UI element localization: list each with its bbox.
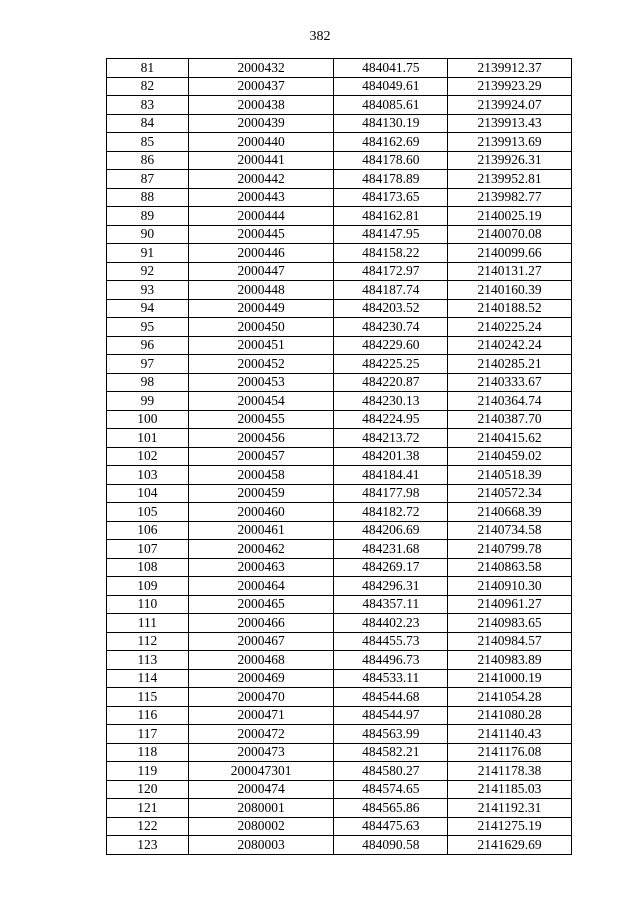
point-id-cell: 2000462: [188, 540, 334, 559]
y-coordinate-cell: 2140285.21: [448, 355, 572, 374]
table-row: [107, 466, 572, 485]
table-row: [107, 817, 572, 836]
x-coordinate-cell: 484187.74: [334, 281, 448, 300]
point-id-cell: 2000441: [188, 151, 334, 170]
point-number-cell: 119: [107, 762, 189, 781]
y-coordinate-cell: 2140459.02: [448, 447, 572, 466]
point-number-cell: 94: [107, 299, 189, 318]
point-number-cell: 97: [107, 355, 189, 374]
point-id-cell: 2000474: [188, 780, 334, 799]
x-coordinate-cell: 484162.81: [334, 207, 448, 226]
point-number-cell: 106: [107, 521, 189, 540]
x-coordinate-cell: 484455.73: [334, 632, 448, 651]
point-id-cell: 2000444: [188, 207, 334, 226]
point-number-cell: 91: [107, 244, 189, 263]
point-number-cell: 117: [107, 725, 189, 744]
point-id-cell: 2000456: [188, 429, 334, 448]
table-row: [107, 540, 572, 559]
point-number-cell: 92: [107, 262, 189, 281]
point-number-cell: 111: [107, 614, 189, 633]
page-number: 382: [309, 29, 331, 44]
point-id-cell: 2000458: [188, 466, 334, 485]
x-coordinate-cell: 484580.27: [334, 762, 448, 781]
point-id-cell: 2080001: [188, 799, 334, 818]
x-coordinate-cell: 484544.97: [334, 706, 448, 725]
y-coordinate-cell: 2139926.31: [448, 151, 572, 170]
point-id-cell: 2000440: [188, 133, 334, 152]
x-coordinate-cell: 484544.68: [334, 688, 448, 707]
point-number-cell: 107: [107, 540, 189, 559]
point-number-cell: 102: [107, 447, 189, 466]
point-id-cell: 2000448: [188, 281, 334, 300]
y-coordinate-cell: 2140242.24: [448, 336, 572, 355]
point-id-cell: 2000453: [188, 373, 334, 392]
x-coordinate-cell: 484178.60: [334, 151, 448, 170]
point-number-cell: 84: [107, 114, 189, 133]
table-row: [107, 558, 572, 577]
point-id-cell: 2000467: [188, 632, 334, 651]
table-row: [107, 614, 572, 633]
y-coordinate-cell: 2140668.39: [448, 503, 572, 522]
table-row: [107, 225, 572, 244]
point-number-cell: 116: [107, 706, 189, 725]
table-row: [107, 114, 572, 133]
point-id-cell: 2000465: [188, 595, 334, 614]
y-coordinate-cell: 2139913.43: [448, 114, 572, 133]
point-id-cell: 2000461: [188, 521, 334, 540]
point-id-cell: 2000454: [188, 392, 334, 411]
y-coordinate-cell: 2139924.07: [448, 96, 572, 115]
x-coordinate-cell: 484184.41: [334, 466, 448, 485]
table-row: [107, 77, 572, 96]
x-coordinate-cell: 484162.69: [334, 133, 448, 152]
table-row: [107, 96, 572, 115]
table-row: [107, 392, 572, 411]
point-number-cell: 121: [107, 799, 189, 818]
point-id-cell: 2000445: [188, 225, 334, 244]
table-row: [107, 151, 572, 170]
x-coordinate-cell: 484582.21: [334, 743, 448, 762]
y-coordinate-cell: 2140131.27: [448, 262, 572, 281]
y-coordinate-cell: 2140160.39: [448, 281, 572, 300]
x-coordinate-cell: 484182.72: [334, 503, 448, 522]
table-row: [107, 336, 572, 355]
x-coordinate-cell: 484475.63: [334, 817, 448, 836]
y-coordinate-cell: 2140984.57: [448, 632, 572, 651]
point-id-cell: 2000437: [188, 77, 334, 96]
y-coordinate-cell: 2140387.70: [448, 410, 572, 429]
point-id-cell: 200047301: [188, 762, 334, 781]
x-coordinate-cell: 484173.65: [334, 188, 448, 207]
point-number-cell: 115: [107, 688, 189, 707]
y-coordinate-cell: 2140863.58: [448, 558, 572, 577]
x-coordinate-cell: 484230.74: [334, 318, 448, 337]
point-number-cell: 110: [107, 595, 189, 614]
table-row: [107, 262, 572, 281]
table-row: [107, 725, 572, 744]
table-row: [107, 688, 572, 707]
y-coordinate-cell: 2139982.77: [448, 188, 572, 207]
point-number-cell: 96: [107, 336, 189, 355]
table-row: [107, 595, 572, 614]
point-id-cell: 2000432: [188, 59, 334, 78]
y-coordinate-cell: 2140983.89: [448, 651, 572, 670]
x-coordinate-cell: 484565.86: [334, 799, 448, 818]
point-id-cell: 2000457: [188, 447, 334, 466]
coordinates-table: [106, 58, 572, 855]
x-coordinate-cell: 484041.75: [334, 59, 448, 78]
table-row: [107, 706, 572, 725]
point-number-cell: 120: [107, 780, 189, 799]
point-id-cell: 2080003: [188, 836, 334, 855]
point-number-cell: 112: [107, 632, 189, 651]
point-id-cell: 2000449: [188, 299, 334, 318]
point-number-cell: 108: [107, 558, 189, 577]
point-number-cell: 100: [107, 410, 189, 429]
point-number-cell: 123: [107, 836, 189, 855]
y-coordinate-cell: 2141054.28: [448, 688, 572, 707]
point-number-cell: 82: [107, 77, 189, 96]
table-row: [107, 244, 572, 263]
coordinates-table-body: [107, 59, 572, 855]
y-coordinate-cell: 2140415.62: [448, 429, 572, 448]
point-id-cell: 2000471: [188, 706, 334, 725]
table-row: [107, 780, 572, 799]
y-coordinate-cell: 2140364.74: [448, 392, 572, 411]
y-coordinate-cell: 2139912.37: [448, 59, 572, 78]
table-row: [107, 281, 572, 300]
y-coordinate-cell: 2140099.66: [448, 244, 572, 263]
point-number-cell: 86: [107, 151, 189, 170]
x-coordinate-cell: 484231.68: [334, 540, 448, 559]
table-row: [107, 521, 572, 540]
point-id-cell: 2000439: [188, 114, 334, 133]
point-number-cell: 98: [107, 373, 189, 392]
point-id-cell: 2000470: [188, 688, 334, 707]
y-coordinate-cell: 2141629.69: [448, 836, 572, 855]
point-id-cell: 2000447: [188, 262, 334, 281]
y-coordinate-cell: 2141080.28: [448, 706, 572, 725]
point-id-cell: 2000463: [188, 558, 334, 577]
point-id-cell: 2080002: [188, 817, 334, 836]
x-coordinate-cell: 484085.61: [334, 96, 448, 115]
x-coordinate-cell: 484177.98: [334, 484, 448, 503]
point-number-cell: 109: [107, 577, 189, 596]
point-id-cell: 2000464: [188, 577, 334, 596]
y-coordinate-cell: 2140572.34: [448, 484, 572, 503]
table-row: [107, 577, 572, 596]
x-coordinate-cell: 484229.60: [334, 336, 448, 355]
point-number-cell: 93: [107, 281, 189, 300]
table-row: [107, 632, 572, 651]
y-coordinate-cell: 2140025.19: [448, 207, 572, 226]
y-coordinate-cell: 2140799.78: [448, 540, 572, 559]
point-id-cell: 2000451: [188, 336, 334, 355]
table-row: [107, 484, 572, 503]
y-coordinate-cell: 2140734.58: [448, 521, 572, 540]
table-row: [107, 651, 572, 670]
y-coordinate-cell: 2141178.38: [448, 762, 572, 781]
point-id-cell: 2000466: [188, 614, 334, 633]
point-id-cell: 2000450: [188, 318, 334, 337]
table-row: [107, 170, 572, 189]
point-id-cell: 2000473: [188, 743, 334, 762]
y-coordinate-cell: 2141185.03: [448, 780, 572, 799]
table-row: [107, 743, 572, 762]
table-row: [107, 133, 572, 152]
point-id-cell: 2000446: [188, 244, 334, 263]
point-number-cell: 104: [107, 484, 189, 503]
y-coordinate-cell: 2140070.08: [448, 225, 572, 244]
x-coordinate-cell: 484533.11: [334, 669, 448, 688]
table-row: [107, 299, 572, 318]
point-id-cell: 2000452: [188, 355, 334, 374]
x-coordinate-cell: 484178.89: [334, 170, 448, 189]
point-id-cell: 2000469: [188, 669, 334, 688]
point-number-cell: 101: [107, 429, 189, 448]
y-coordinate-cell: 2141176.08: [448, 743, 572, 762]
x-coordinate-cell: 484130.19: [334, 114, 448, 133]
x-coordinate-cell: 484402.23: [334, 614, 448, 633]
point-number-cell: 83: [107, 96, 189, 115]
point-number-cell: 114: [107, 669, 189, 688]
x-coordinate-cell: 484172.97: [334, 262, 448, 281]
point-number-cell: 85: [107, 133, 189, 152]
x-coordinate-cell: 484147.95: [334, 225, 448, 244]
table-row: [107, 669, 572, 688]
table-row: [107, 188, 572, 207]
point-number-cell: 95: [107, 318, 189, 337]
x-coordinate-cell: 484206.69: [334, 521, 448, 540]
y-coordinate-cell: 2141192.31: [448, 799, 572, 818]
y-coordinate-cell: 2141000.19: [448, 669, 572, 688]
x-coordinate-cell: 484090.58: [334, 836, 448, 855]
point-number-cell: 103: [107, 466, 189, 485]
table-row: [107, 355, 572, 374]
table-row: [107, 429, 572, 448]
table-row: [107, 762, 572, 781]
y-coordinate-cell: 2139913.69: [448, 133, 572, 152]
x-coordinate-cell: 484220.87: [334, 373, 448, 392]
x-coordinate-cell: 484224.95: [334, 410, 448, 429]
table-row: [107, 207, 572, 226]
table-row: [107, 318, 572, 337]
y-coordinate-cell: 2140910.30: [448, 577, 572, 596]
table-row: [107, 59, 572, 78]
x-coordinate-cell: 484201.38: [334, 447, 448, 466]
y-coordinate-cell: 2140333.67: [448, 373, 572, 392]
point-number-cell: 113: [107, 651, 189, 670]
x-coordinate-cell: 484496.73: [334, 651, 448, 670]
table-row: [107, 836, 572, 855]
x-coordinate-cell: 484574.65: [334, 780, 448, 799]
x-coordinate-cell: 484296.31: [334, 577, 448, 596]
table-row: [107, 410, 572, 429]
x-coordinate-cell: 484230.13: [334, 392, 448, 411]
point-number-cell: 81: [107, 59, 189, 78]
y-coordinate-cell: 2139952.81: [448, 170, 572, 189]
table-row: [107, 799, 572, 818]
y-coordinate-cell: 2140188.52: [448, 299, 572, 318]
y-coordinate-cell: 2140518.39: [448, 466, 572, 485]
point-id-cell: 2000455: [188, 410, 334, 429]
point-number-cell: 99: [107, 392, 189, 411]
x-coordinate-cell: 484213.72: [334, 429, 448, 448]
point-number-cell: 105: [107, 503, 189, 522]
table-row: [107, 447, 572, 466]
x-coordinate-cell: 484225.25: [334, 355, 448, 374]
point-number-cell: 89: [107, 207, 189, 226]
x-coordinate-cell: 484158.22: [334, 244, 448, 263]
table-row: [107, 503, 572, 522]
x-coordinate-cell: 484049.61: [334, 77, 448, 96]
y-coordinate-cell: 2141140.43: [448, 725, 572, 744]
table-row: [107, 373, 572, 392]
point-number-cell: 118: [107, 743, 189, 762]
x-coordinate-cell: 484563.99: [334, 725, 448, 744]
point-id-cell: 2000460: [188, 503, 334, 522]
point-number-cell: 122: [107, 817, 189, 836]
y-coordinate-cell: 2140983.65: [448, 614, 572, 633]
point-id-cell: 2000459: [188, 484, 334, 503]
x-coordinate-cell: 484269.17: [334, 558, 448, 577]
x-coordinate-cell: 484357.11: [334, 595, 448, 614]
x-coordinate-cell: 484203.52: [334, 299, 448, 318]
point-number-cell: 88: [107, 188, 189, 207]
point-id-cell: 2000438: [188, 96, 334, 115]
point-id-cell: 2000442: [188, 170, 334, 189]
y-coordinate-cell: 2140225.24: [448, 318, 572, 337]
point-id-cell: 2000468: [188, 651, 334, 670]
point-id-cell: 2000443: [188, 188, 334, 207]
point-number-cell: 87: [107, 170, 189, 189]
y-coordinate-cell: 2141275.19: [448, 817, 572, 836]
y-coordinate-cell: 2139923.29: [448, 77, 572, 96]
point-id-cell: 2000472: [188, 725, 334, 744]
y-coordinate-cell: 2140961.27: [448, 595, 572, 614]
point-number-cell: 90: [107, 225, 189, 244]
